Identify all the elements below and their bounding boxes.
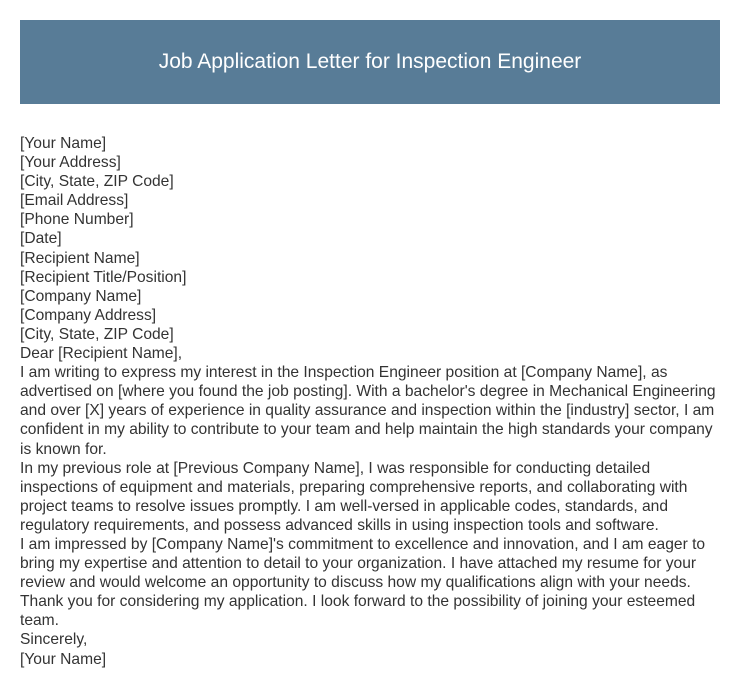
page-title: Job Application Letter for Inspection Engineer [158, 50, 582, 73]
recipient-company: [Company Name] [20, 287, 142, 305]
letter-body [20, 134, 722, 669]
letter-date: [Date] [20, 230, 62, 248]
recipient-name: [Recipient Name] [20, 249, 140, 267]
recipient-title: [Recipient Title/Position] [20, 268, 187, 286]
body-paragraph-motivation: I am impressed by [Company Name]'s commitment to excellence and innovation, and I am eager to bring my expertise and attention to detail to your organization. I have attached my resume for your review and would welcome an opportunity to discuss how my qualifications align with your needs. [20, 535, 706, 592]
sender-name: [Your Name] [20, 135, 107, 152]
header-banner [20, 20, 720, 104]
sender-address: [Your Address] [20, 154, 121, 172]
closing: Sincerely, [20, 631, 88, 649]
recipient-address: [Company Address] [20, 306, 157, 324]
sender-phone: [Phone Number] [20, 211, 134, 229]
sender-email: [Email Address] [20, 192, 129, 210]
body-paragraph-thanks: Thank you for considering my application. I look forward to the possibility of joining your esteemed team. [20, 593, 696, 630]
recipient-city-state-zip: [City, State, ZIP Code] [20, 325, 174, 343]
body-paragraph-experience: In my previous role at [Previous Company Name], I was responsible for conducting detailed inspections of equipment and materials, preparing comprehensive reports, and collaborating with project teams to resolve issues promptly. I am well-versed in applicable codes, standards, and regulatory requirements, and possess advanced skills in using inspection tools and software. [20, 459, 688, 534]
sender-city-state-zip: [City, State, ZIP Code] [20, 173, 174, 191]
salutation: Dear [Recipient Name], [20, 345, 183, 363]
signature: [Your Name] [20, 650, 107, 668]
body-paragraph-intro: I am writing to express my interest in the Inspection Engineer position at [Company Name], as advertised on [where you found the job posting]. With a bachelor's degree in Mechanical Engineering and over [X] years of experience in quality assurance and inspection within the [industry] sector, I am confident in my ability to contribute to your team and help maintain the high standards your company is known for. [20, 364, 716, 458]
